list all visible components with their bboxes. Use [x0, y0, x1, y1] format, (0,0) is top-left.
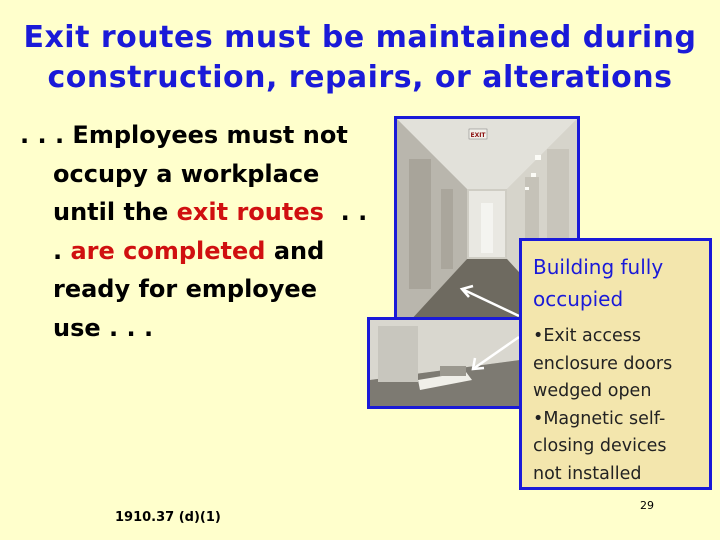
bullet-2-line-3: not installed: [533, 463, 642, 484]
exit-routes-highlight: exit routes: [176, 198, 324, 226]
body-line-2: occupy a workplace: [53, 159, 320, 188]
body-line-4-suffix: and: [265, 236, 325, 265]
body-line-1: . . . Employees must not: [20, 121, 348, 149]
are-completed-highlight: are completed: [70, 236, 266, 265]
body-line-6: use . . .: [53, 313, 154, 342]
bullet-2-line-2: closing devices: [533, 436, 667, 456]
body-line-4-prefix: .: [53, 236, 71, 265]
door-photo-image: [370, 320, 520, 406]
body-line-4: [20, 232, 370, 271]
callout-bullet-1: [533, 323, 701, 406]
body-line-3: [20, 193, 370, 232]
regulation-citation: 1910.37 (d)(1): [115, 510, 221, 525]
body-line-3-suffix: . .: [323, 198, 368, 226]
callout-heading: [533, 251, 701, 315]
slide-title-line-2: construction, repairs, or alterations: [47, 60, 673, 95]
body-line-5: ready for employee: [53, 275, 317, 303]
exit-sign-text: EXIT: [470, 132, 486, 139]
slide-title-line-1: Exit routes must be maintained during: [23, 20, 697, 55]
callout-box: [519, 238, 712, 490]
bullet-2-line-1: •Magnetic self-: [533, 408, 666, 429]
callout-heading-line-1: Building fully: [533, 255, 664, 279]
slide-title: [0, 18, 720, 98]
bullet-1-line-2: enclosure doors: [533, 353, 673, 374]
callout-bullet-2: [533, 406, 701, 489]
bullet-1-line-3: wedged open: [533, 381, 652, 401]
door-photo: [367, 317, 523, 409]
body-line-3-prefix: until the: [53, 198, 177, 226]
bullet-1-line-1: •Exit access: [533, 326, 641, 346]
body-text: [20, 116, 370, 347]
page-number: 29: [640, 499, 654, 512]
callout-heading-line-2: occupied: [533, 287, 624, 311]
